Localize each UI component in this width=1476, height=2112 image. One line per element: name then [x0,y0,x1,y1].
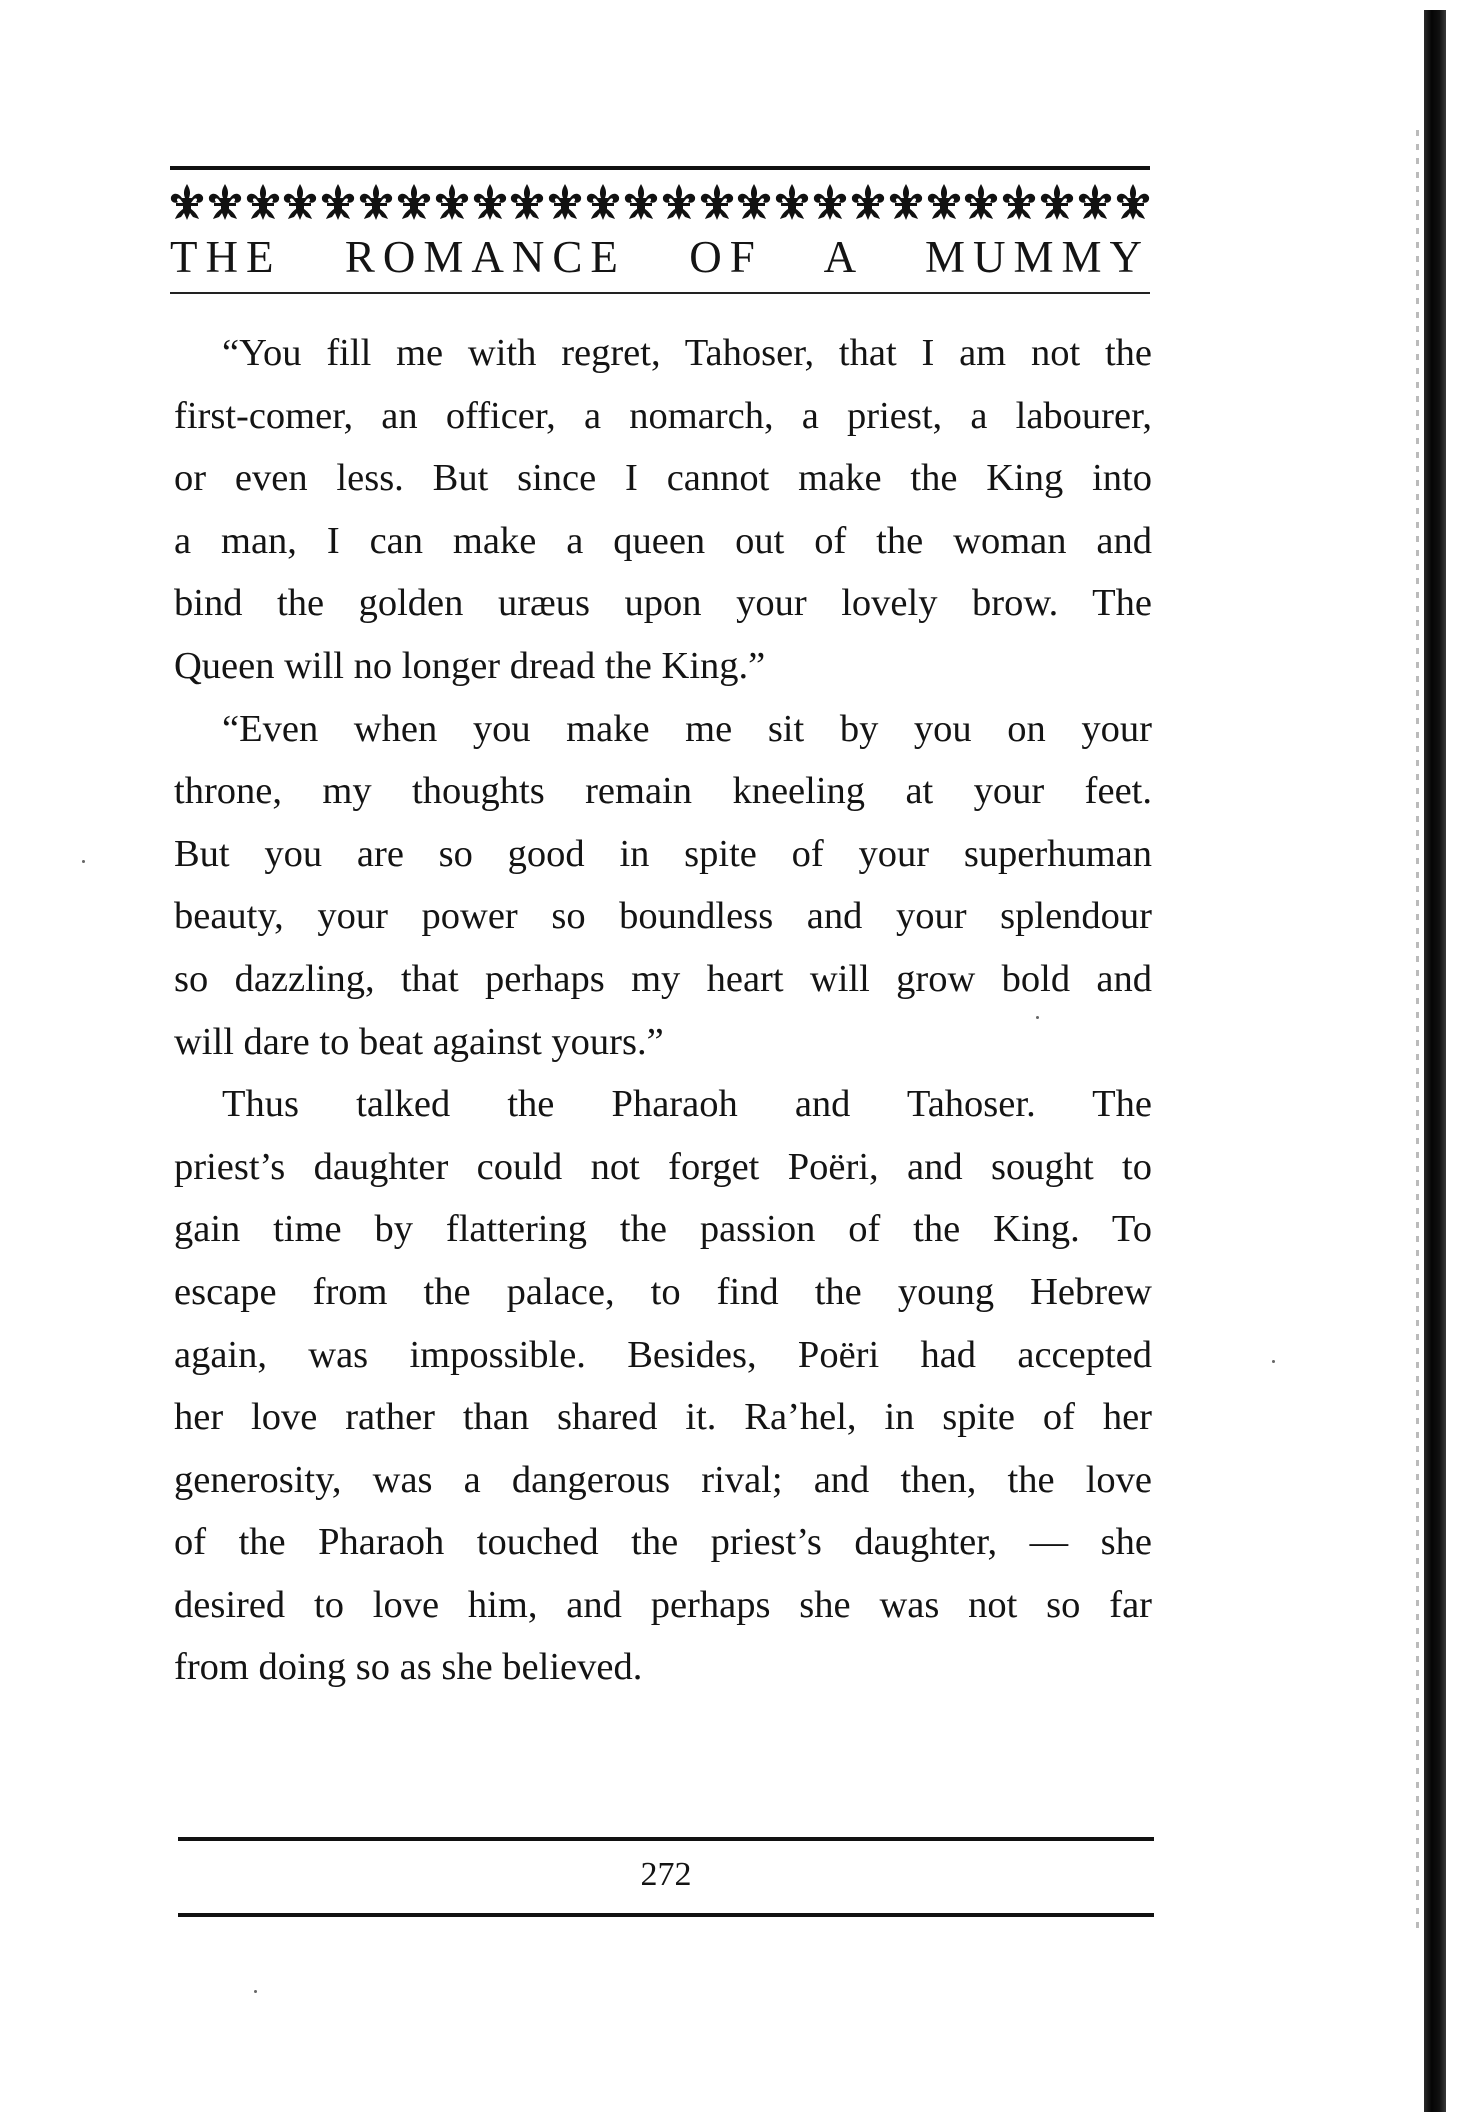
text-line: But you are so good in spite of your superhuman [174,832,1152,875]
text-line: “You fill me with regret, Tahoser, that I am not the [222,332,1152,374]
text-line: throne, my thoughts remain kneeling at your feet. [174,770,1152,813]
fleur-de-lis-icon [548,183,582,221]
text-line: beauty, your power so boundless and your splendour [174,895,1152,938]
text-line: gain time by flattering the passion of the King. To [174,1208,1152,1251]
fleur-de-lis-icon [1078,183,1112,221]
text-line: of the Pharaoh touched the priest’s daughter, — she [174,1521,1152,1564]
text-line: desired to love him, and perhaps she was not so far [174,1583,1152,1626]
paper-speck [1272,1360,1275,1363]
footer-rule-bottom [178,1913,1154,1917]
text-line: her love rather than shared it. Ra’hel, in spite of her [174,1396,1152,1439]
text-line: Queen will no longer dread the King.” [174,644,766,687]
header-rule [170,166,1150,170]
paper-speck [1036,1016,1039,1019]
fleur-de-lis-icon [435,183,469,221]
body-text [174,322,1152,1699]
fleur-de-lis-icon [775,183,809,221]
fleur-de-lis-icon [586,183,620,221]
fleur-de-lis-icon [662,183,696,221]
fleur-de-lis-icon [1040,183,1074,221]
text-line: from doing so as she believed. [174,1646,643,1689]
fleur-de-lis-icon [359,183,393,221]
binding-edge [1424,10,1446,2112]
fleur-de-lis-icon [927,183,961,221]
fleur-de-lis-icon [851,183,885,221]
fleur-de-lis-icon [700,183,734,221]
text-line: priest’s daughter could not forget Poëri, and sought to [174,1145,1152,1188]
ornament-band [170,180,1150,224]
fleur-de-lis-icon [624,183,658,221]
text-line: again, was impossible. Besides, Poëri had accepted [174,1333,1152,1376]
fleur-de-lis-icon [170,183,204,221]
text-line: bind the golden uræus upon your lovely brow. The [174,582,1152,625]
fleur-de-lis-icon [889,183,923,221]
footer-rule-top [178,1837,1154,1841]
text-line: “Even when you make me sit by you on your [222,707,1152,750]
fleur-de-lis-icon [321,183,355,221]
fleur-de-lis-icon [964,183,998,221]
text-line: escape from the palace, to find the young Hebrew [174,1270,1152,1313]
fleur-de-lis-icon [397,183,431,221]
fleur-de-lis-icon [510,183,544,221]
page-number: 272 [640,1856,692,1893]
paper-speck [254,1990,257,1993]
text-line: a man, I can make a queen out of the woman and [174,519,1152,562]
paper-speck [82,860,85,863]
fleur-de-lis-icon [208,183,242,221]
fleur-de-lis-icon [473,183,507,221]
text-line: generosity, was a dangerous rival; and then, the love [174,1458,1152,1501]
text-line: so dazzling, that perhaps my heart will grow bold and [174,957,1152,1000]
text-line: will dare to beat against yours.” [174,1020,664,1063]
text-line: or even less. But since I cannot make the King into [174,457,1152,500]
title-underline [170,292,1150,294]
fleur-de-lis-icon [1116,183,1150,221]
fleur-de-lis-icon [1002,183,1036,221]
fleur-de-lis-icon [283,183,317,221]
fleur-de-lis-icon [246,183,280,221]
fleur-de-lis-icon [737,183,771,221]
text-line: first-comer, an officer, a nomarch, a priest, a labourer, [174,394,1152,437]
running-title: THE ROMANCE OF A MUMMY [170,232,1150,282]
page-footer [178,1837,1154,1917]
fleur-de-lis-icon [813,183,847,221]
page-header [170,166,1150,294]
text-line: Thus talked the Pharaoh and Tahoser. The [222,1083,1152,1126]
